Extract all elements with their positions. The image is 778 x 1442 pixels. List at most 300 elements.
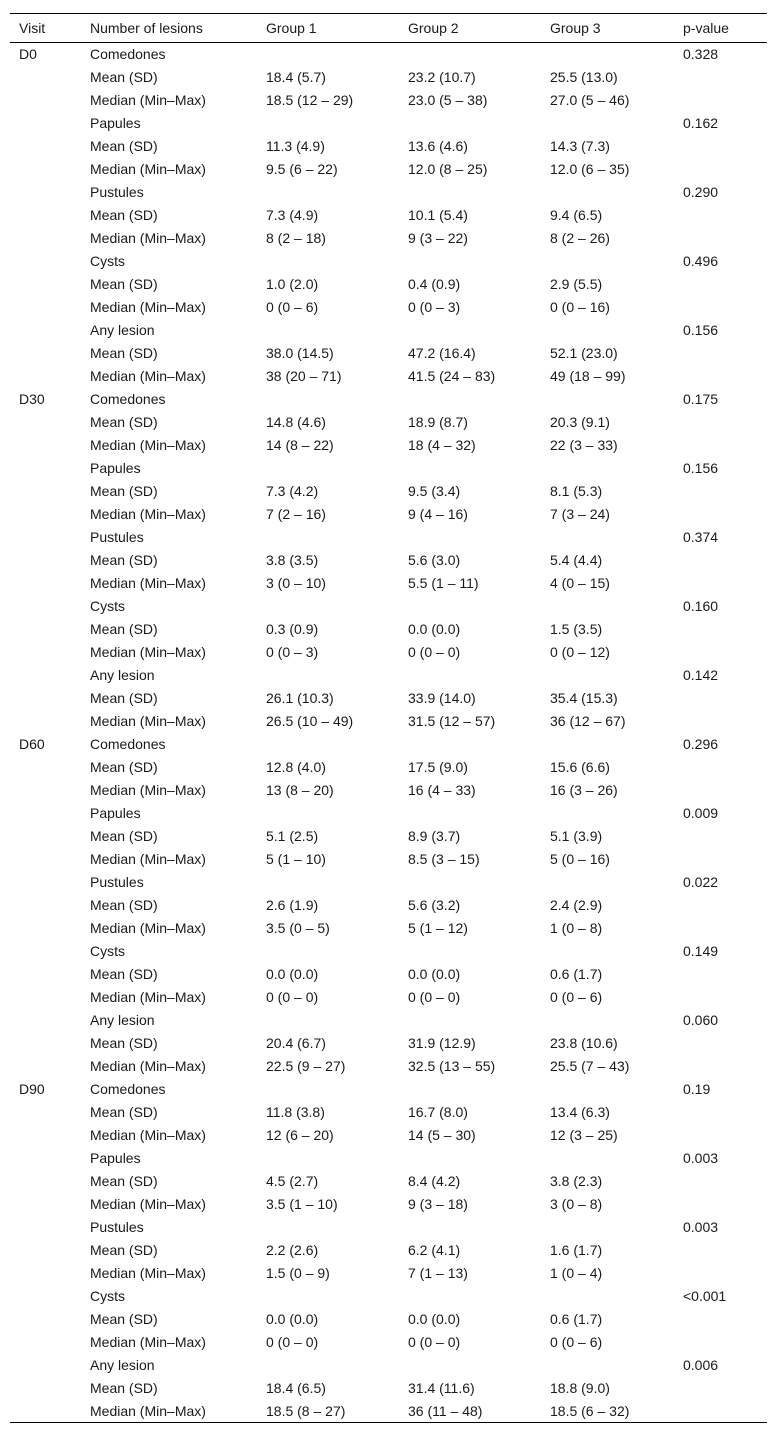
cell-visit: D30 xyxy=(19,391,45,407)
cell-visit xyxy=(10,1239,81,1262)
table-row xyxy=(10,641,767,664)
cell-group-3 xyxy=(541,457,674,480)
cell-p-value: 0.296 xyxy=(683,736,719,752)
cell-group-1 xyxy=(257,1285,399,1308)
cell-lesion-type: Median (Min–Max) xyxy=(90,575,206,591)
cell-group-2: 31.5 (12 – 57) xyxy=(408,713,496,729)
table-row xyxy=(10,457,767,480)
cell-group-3: 25.5 (13.0) xyxy=(550,69,618,85)
cell-group-2 xyxy=(399,388,541,411)
cell-p-value: 0.022 xyxy=(683,874,719,890)
cell-group-2: 10.1 (5.4) xyxy=(408,207,468,223)
cell-p-value: 0.156 xyxy=(683,460,719,476)
cell-visit xyxy=(10,204,81,227)
table-row xyxy=(10,1009,767,1032)
cell-group-1: 26.1 (10.3) xyxy=(266,690,334,706)
table-row xyxy=(10,112,767,135)
cell-p-value xyxy=(674,1170,767,1193)
cell-group-2 xyxy=(399,1285,541,1308)
lesion-count-table xyxy=(10,13,767,1423)
cell-group-1 xyxy=(257,664,399,687)
table-row xyxy=(10,1032,767,1055)
cell-p-value xyxy=(674,756,767,779)
cell-group-3 xyxy=(541,1354,674,1377)
cell-group-3 xyxy=(541,595,674,618)
cell-p-value xyxy=(674,1032,767,1055)
table-row xyxy=(10,1400,767,1423)
table-row xyxy=(10,710,767,733)
cell-group-3 xyxy=(541,1009,674,1032)
cell-group-2: 33.9 (14.0) xyxy=(408,690,476,706)
cell-group-1 xyxy=(257,1009,399,1032)
cell-p-value: 0.156 xyxy=(683,322,719,338)
table-row xyxy=(10,296,767,319)
cell-group-1: 20.4 (6.7) xyxy=(266,1035,326,1051)
cell-visit xyxy=(10,986,81,1009)
cell-lesion-type: Any lesion xyxy=(90,322,155,338)
table-row xyxy=(10,89,767,112)
cell-visit xyxy=(10,1124,81,1147)
cell-visit xyxy=(10,273,81,296)
cell-visit xyxy=(10,710,81,733)
cell-p-value xyxy=(674,89,767,112)
cell-lesion-type: Papules xyxy=(90,1150,141,1166)
cell-group-3: 0.6 (1.7) xyxy=(550,1311,603,1327)
header-number-of-lesions: Number of lesions xyxy=(81,14,257,43)
cell-lesion-type: Cysts xyxy=(90,943,125,959)
cell-group-1: 9.5 (6 – 22) xyxy=(266,161,338,177)
cell-lesion-type: Any lesion xyxy=(90,1012,155,1028)
cell-group-1: 0 (0 – 3) xyxy=(266,644,319,660)
cell-group-2: 0 (0 – 0) xyxy=(408,1334,461,1350)
cell-group-3: 8 (2 – 26) xyxy=(550,230,610,246)
cell-visit xyxy=(10,641,81,664)
cell-p-value xyxy=(674,434,767,457)
cell-group-3 xyxy=(541,733,674,756)
cell-group-3 xyxy=(541,388,674,411)
cell-group-2: 47.2 (16.4) xyxy=(408,345,476,361)
cell-p-value xyxy=(674,1331,767,1354)
cell-p-value xyxy=(674,848,767,871)
cell-group-3 xyxy=(541,940,674,963)
cell-group-2: 32.5 (13 – 55) xyxy=(408,1058,496,1074)
cell-visit xyxy=(10,1285,81,1308)
cell-group-2: 23.2 (10.7) xyxy=(408,69,476,85)
cell-visit xyxy=(10,1400,81,1423)
cell-group-2 xyxy=(399,1354,541,1377)
cell-group-1: 11.8 (3.8) xyxy=(266,1104,325,1120)
cell-group-1: 3 (0 – 10) xyxy=(266,575,326,591)
cell-lesion-type: Mean (SD) xyxy=(90,690,158,706)
cell-p-value: 0.290 xyxy=(683,184,719,200)
cell-group-2: 5 (1 – 12) xyxy=(408,920,468,936)
cell-visit xyxy=(10,89,81,112)
cell-lesion-type: Mean (SD) xyxy=(90,552,158,568)
cell-group-2: 0 (0 – 3) xyxy=(408,299,461,315)
table-row xyxy=(10,825,767,848)
cell-group-2: 9 (3 – 22) xyxy=(408,230,468,246)
cell-p-value xyxy=(674,273,767,296)
cell-group-1 xyxy=(257,940,399,963)
cell-group-1: 7.3 (4.9) xyxy=(266,207,319,223)
cell-lesion-type: Comedones xyxy=(90,736,166,752)
cell-group-2 xyxy=(399,802,541,825)
cell-visit xyxy=(10,572,81,595)
header-group-3: Group 3 xyxy=(541,14,674,43)
cell-visit xyxy=(10,1170,81,1193)
cell-lesion-type: Median (Min–Max) xyxy=(90,230,206,246)
cell-visit xyxy=(10,112,81,135)
cell-group-3: 8.1 (5.3) xyxy=(550,483,603,499)
cell-group-3 xyxy=(541,802,674,825)
cell-p-value: 0.328 xyxy=(683,46,719,63)
cell-group-1 xyxy=(257,319,399,342)
cell-visit xyxy=(10,1331,81,1354)
cell-group-2: 18.9 (8.7) xyxy=(408,414,468,430)
cell-group-3 xyxy=(541,526,674,549)
cell-p-value xyxy=(674,917,767,940)
cell-visit xyxy=(10,779,81,802)
cell-group-3: 3.8 (2.3) xyxy=(550,1173,603,1189)
cell-group-2 xyxy=(399,250,541,273)
cell-visit xyxy=(10,848,81,871)
cell-group-3: 5.1 (3.9) xyxy=(550,828,603,844)
cell-visit xyxy=(10,756,81,779)
cell-lesion-type: Mean (SD) xyxy=(90,1104,158,1120)
cell-group-2: 9 (4 – 16) xyxy=(408,506,468,522)
cell-group-3 xyxy=(541,871,674,894)
cell-group-3: 36 (12 – 67) xyxy=(550,713,626,729)
cell-visit xyxy=(10,1354,81,1377)
cell-group-1 xyxy=(257,733,399,756)
cell-group-2 xyxy=(399,457,541,480)
cell-group-1 xyxy=(257,457,399,480)
cell-group-2: 31.9 (12.9) xyxy=(408,1035,476,1051)
cell-visit xyxy=(10,871,81,894)
cell-group-2: 16.7 (8.0) xyxy=(408,1104,468,1120)
table-row xyxy=(10,1078,767,1101)
cell-lesion-type: Pustules xyxy=(90,184,144,200)
cell-group-2 xyxy=(399,733,541,756)
cell-group-1: 0 (0 – 6) xyxy=(266,299,319,315)
cell-lesion-type: Mean (SD) xyxy=(90,1242,158,1258)
cell-visit xyxy=(10,917,81,940)
table-row xyxy=(10,1193,767,1216)
cell-group-3: 4 (0 – 15) xyxy=(550,575,610,591)
cell-group-3: 0 (0 – 6) xyxy=(550,1334,603,1350)
cell-lesion-type: Mean (SD) xyxy=(90,1311,158,1327)
cell-lesion-type: Median (Min–Max) xyxy=(90,920,206,936)
cell-lesion-type: Median (Min–Max) xyxy=(90,644,206,660)
header-visit: Visit xyxy=(10,14,81,43)
cell-group-3: 1 (0 – 8) xyxy=(550,920,603,936)
table-header xyxy=(10,14,767,43)
cell-group-3: 1 (0 – 4) xyxy=(550,1265,603,1281)
cell-lesion-type: Median (Min–Max) xyxy=(90,437,206,453)
cell-p-value xyxy=(674,1239,767,1262)
table-row xyxy=(10,618,767,641)
cell-group-2: 18 (4 – 32) xyxy=(408,437,476,453)
cell-group-3 xyxy=(541,112,674,135)
cell-group-3 xyxy=(541,1147,674,1170)
cell-p-value xyxy=(674,158,767,181)
cell-group-3: 35.4 (15.3) xyxy=(550,690,618,706)
cell-group-1: 3.5 (0 – 5) xyxy=(266,920,330,936)
cell-p-value xyxy=(674,894,767,917)
cell-group-2 xyxy=(399,664,541,687)
cell-visit xyxy=(10,434,81,457)
cell-group-3: 0 (0 – 16) xyxy=(550,299,610,315)
cell-p-value: <0.001 xyxy=(683,1288,727,1304)
cell-lesion-type: Mean (SD) xyxy=(90,1035,158,1051)
cell-group-1 xyxy=(257,43,399,66)
cell-visit xyxy=(10,1032,81,1055)
cell-group-3: 14.3 (7.3) xyxy=(550,138,610,154)
cell-group-2: 9.5 (3.4) xyxy=(408,483,461,499)
cell-group-3: 52.1 (23.0) xyxy=(550,345,618,361)
cell-lesion-type: Mean (SD) xyxy=(90,828,158,844)
cell-lesion-type: Pustules xyxy=(90,874,144,890)
table-row xyxy=(10,1377,767,1400)
cell-p-value xyxy=(674,1262,767,1285)
cell-lesion-type: Median (Min–Max) xyxy=(90,299,206,315)
cell-p-value: 0.374 xyxy=(683,529,719,545)
cell-visit xyxy=(10,1009,81,1032)
table-row xyxy=(10,319,767,342)
cell-lesion-type: Mean (SD) xyxy=(90,69,158,85)
cell-group-1: 0 (0 – 0) xyxy=(266,1334,319,1350)
table-row xyxy=(10,135,767,158)
cell-group-3 xyxy=(541,43,674,66)
cell-group-2: 14 (5 – 30) xyxy=(408,1127,476,1143)
cell-visit xyxy=(10,963,81,986)
cell-p-value xyxy=(674,1124,767,1147)
cell-visit xyxy=(10,1308,81,1331)
cell-p-value xyxy=(674,825,767,848)
table-row xyxy=(10,227,767,250)
cell-group-3: 3 (0 – 8) xyxy=(550,1196,603,1212)
cell-group-3 xyxy=(541,1216,674,1239)
cell-p-value xyxy=(674,572,767,595)
cell-group-1: 7 (2 – 16) xyxy=(266,506,326,522)
cell-lesion-type: Any lesion xyxy=(90,1357,155,1373)
cell-lesion-type: Mean (SD) xyxy=(90,897,158,913)
cell-group-1 xyxy=(257,250,399,273)
cell-p-value xyxy=(674,503,767,526)
cell-p-value xyxy=(674,135,767,158)
cell-visit xyxy=(10,181,81,204)
cell-p-value xyxy=(674,963,767,986)
cell-lesion-type: Median (Min–Max) xyxy=(90,851,206,867)
cell-group-1: 1.5 (0 – 9) xyxy=(266,1265,330,1281)
cell-group-1: 2.2 (2.6) xyxy=(266,1242,319,1258)
cell-group-2 xyxy=(399,43,541,66)
cell-p-value: 0.003 xyxy=(683,1150,719,1166)
table-row xyxy=(10,1055,767,1078)
cell-group-3 xyxy=(541,250,674,273)
cell-group-1: 18.4 (6.5) xyxy=(266,1380,326,1396)
cell-group-2 xyxy=(399,1147,541,1170)
cell-group-3 xyxy=(541,664,674,687)
cell-group-2: 41.5 (24 – 83) xyxy=(408,368,496,384)
cell-lesion-type: Mean (SD) xyxy=(90,1380,158,1396)
table-row xyxy=(10,779,767,802)
cell-lesion-type: Comedones xyxy=(90,46,166,63)
table-row xyxy=(10,181,767,204)
cell-p-value: 0.19 xyxy=(683,1081,711,1097)
cell-visit xyxy=(10,158,81,181)
table-row xyxy=(10,756,767,779)
cell-lesion-type: Mean (SD) xyxy=(90,483,158,499)
cell-group-1: 18.4 (5.7) xyxy=(266,69,326,85)
cell-lesion-type: Mean (SD) xyxy=(90,966,158,982)
cell-group-1: 3.5 (1 – 10) xyxy=(266,1196,338,1212)
cell-visit xyxy=(10,503,81,526)
cell-visit xyxy=(10,1193,81,1216)
cell-lesion-type: Comedones xyxy=(90,391,166,407)
cell-group-2: 9 (3 – 18) xyxy=(408,1196,468,1212)
cell-visit xyxy=(10,296,81,319)
cell-group-1 xyxy=(257,1078,399,1101)
cell-group-3: 2.4 (2.9) xyxy=(550,897,603,913)
cell-lesion-type: Cysts xyxy=(90,253,125,269)
cell-lesion-type: Cysts xyxy=(90,598,125,614)
cell-visit: D0 xyxy=(19,46,37,63)
cell-group-2: 31.4 (11.6) xyxy=(408,1380,475,1396)
cell-lesion-type: Pustules xyxy=(90,529,144,545)
table-row xyxy=(10,595,767,618)
cell-group-3: 12.0 (6 – 35) xyxy=(550,161,630,177)
cell-visit xyxy=(10,1377,81,1400)
cell-group-3 xyxy=(541,319,674,342)
cell-group-1: 12 (6 – 20) xyxy=(266,1127,334,1143)
cell-visit xyxy=(10,135,81,158)
cell-group-2: 36 (11 – 48) xyxy=(399,1400,541,1423)
cell-group-1 xyxy=(257,181,399,204)
cell-group-2: 0.0 (0.0) xyxy=(408,1311,461,1327)
cell-group-1: 0.3 (0.9) xyxy=(266,621,319,637)
cell-visit: D90 xyxy=(19,1081,45,1097)
cell-visit xyxy=(10,1055,81,1078)
cell-lesion-type: Mean (SD) xyxy=(90,276,158,292)
header-p-value: p-value xyxy=(674,14,767,43)
cell-visit xyxy=(10,595,81,618)
cell-group-3: 18.8 (9.0) xyxy=(550,1380,610,1396)
table-row xyxy=(10,549,767,572)
cell-lesion-type: Median (Min–Max) xyxy=(90,506,206,522)
cell-p-value xyxy=(674,618,767,641)
table-row xyxy=(10,1170,767,1193)
cell-p-value xyxy=(674,1377,767,1400)
table-row xyxy=(10,963,767,986)
cell-group-1: 26.5 (10 – 49) xyxy=(266,713,354,729)
cell-lesion-type: Mean (SD) xyxy=(90,414,158,430)
cell-group-3: 18.5 (6 – 32) xyxy=(541,1400,674,1423)
table-row xyxy=(10,388,767,411)
cell-visit xyxy=(10,940,81,963)
cell-group-1: 5 (1 – 10) xyxy=(266,851,326,867)
cell-visit xyxy=(10,664,81,687)
cell-visit xyxy=(10,526,81,549)
cell-group-2: 5.6 (3.0) xyxy=(408,552,461,568)
cell-p-value xyxy=(674,66,767,89)
table-row xyxy=(10,1354,767,1377)
cell-group-2: 5.6 (3.2) xyxy=(408,897,461,913)
table-row xyxy=(10,1147,767,1170)
cell-group-3: 13.4 (6.3) xyxy=(550,1104,610,1120)
cell-visit xyxy=(10,342,81,365)
cell-p-value: 0.160 xyxy=(683,598,719,614)
cell-visit xyxy=(10,319,81,342)
table-row xyxy=(10,1285,767,1308)
cell-group-2: 17.5 (9.0) xyxy=(408,759,468,775)
cell-visit xyxy=(10,825,81,848)
cell-group-1: 11.3 (4.9) xyxy=(266,138,325,154)
cell-visit xyxy=(10,1216,81,1239)
header-row xyxy=(10,14,767,43)
cell-p-value xyxy=(674,1400,767,1423)
cell-lesion-type: Papules xyxy=(90,115,141,131)
cell-group-3: 7 (3 – 24) xyxy=(550,506,610,522)
table-row xyxy=(10,802,767,825)
cell-lesion-type: Mean (SD) xyxy=(90,621,158,637)
cell-group-2: 12.0 (8 – 25) xyxy=(408,161,488,177)
cell-lesion-type: Mean (SD) xyxy=(90,345,158,361)
table-row xyxy=(10,733,767,756)
cell-group-1: 13 (8 – 20) xyxy=(266,782,334,798)
cell-p-value xyxy=(674,1101,767,1124)
cell-group-3: 1.6 (1.7) xyxy=(550,1242,603,1258)
cell-group-1: 4.5 (2.7) xyxy=(266,1173,319,1189)
cell-lesion-type: Median (Min–Max) xyxy=(90,368,206,384)
header-group-2: Group 2 xyxy=(399,14,541,43)
cell-p-value xyxy=(674,710,767,733)
cell-group-3: 9.4 (6.5) xyxy=(550,207,603,223)
cell-visit: D60 xyxy=(19,736,45,752)
cell-group-3: 27.0 (5 – 46) xyxy=(550,92,630,108)
cell-group-1: 0.0 (0.0) xyxy=(266,966,319,982)
cell-group-2: 0 (0 – 0) xyxy=(408,989,461,1005)
cell-group-3: 2.9 (5.5) xyxy=(550,276,603,292)
cell-p-value: 0.162 xyxy=(683,115,719,131)
cell-p-value xyxy=(674,549,767,572)
table-row xyxy=(10,43,767,66)
cell-p-value xyxy=(674,480,767,503)
cell-group-1: 1.0 (2.0) xyxy=(266,276,319,292)
cell-group-3: 25.5 (7 – 43) xyxy=(550,1058,630,1074)
cell-group-2 xyxy=(399,595,541,618)
cell-visit xyxy=(10,1262,81,1285)
cell-group-1: 22.5 (9 – 27) xyxy=(266,1058,346,1074)
cell-lesion-type: Papules xyxy=(90,460,141,476)
cell-group-3: 0 (0 – 12) xyxy=(550,644,610,660)
cell-group-1 xyxy=(257,595,399,618)
cell-group-3: 1.5 (3.5) xyxy=(550,621,603,637)
cell-p-value: 0.149 xyxy=(683,943,719,959)
cell-group-2: 5.5 (1 – 11) xyxy=(408,575,479,591)
cell-lesion-type: Median (Min–Max) xyxy=(90,1058,206,1074)
cell-group-3 xyxy=(541,181,674,204)
cell-visit xyxy=(10,66,81,89)
table-container xyxy=(10,13,767,1423)
table-row xyxy=(10,1262,767,1285)
cell-group-3 xyxy=(541,1078,674,1101)
cell-group-2: 13.6 (4.6) xyxy=(408,138,468,154)
table-row xyxy=(10,1124,767,1147)
cell-visit xyxy=(10,227,81,250)
cell-group-3: 5.4 (4.4) xyxy=(550,552,603,568)
cell-group-2: 0 (0 – 0) xyxy=(408,644,461,660)
